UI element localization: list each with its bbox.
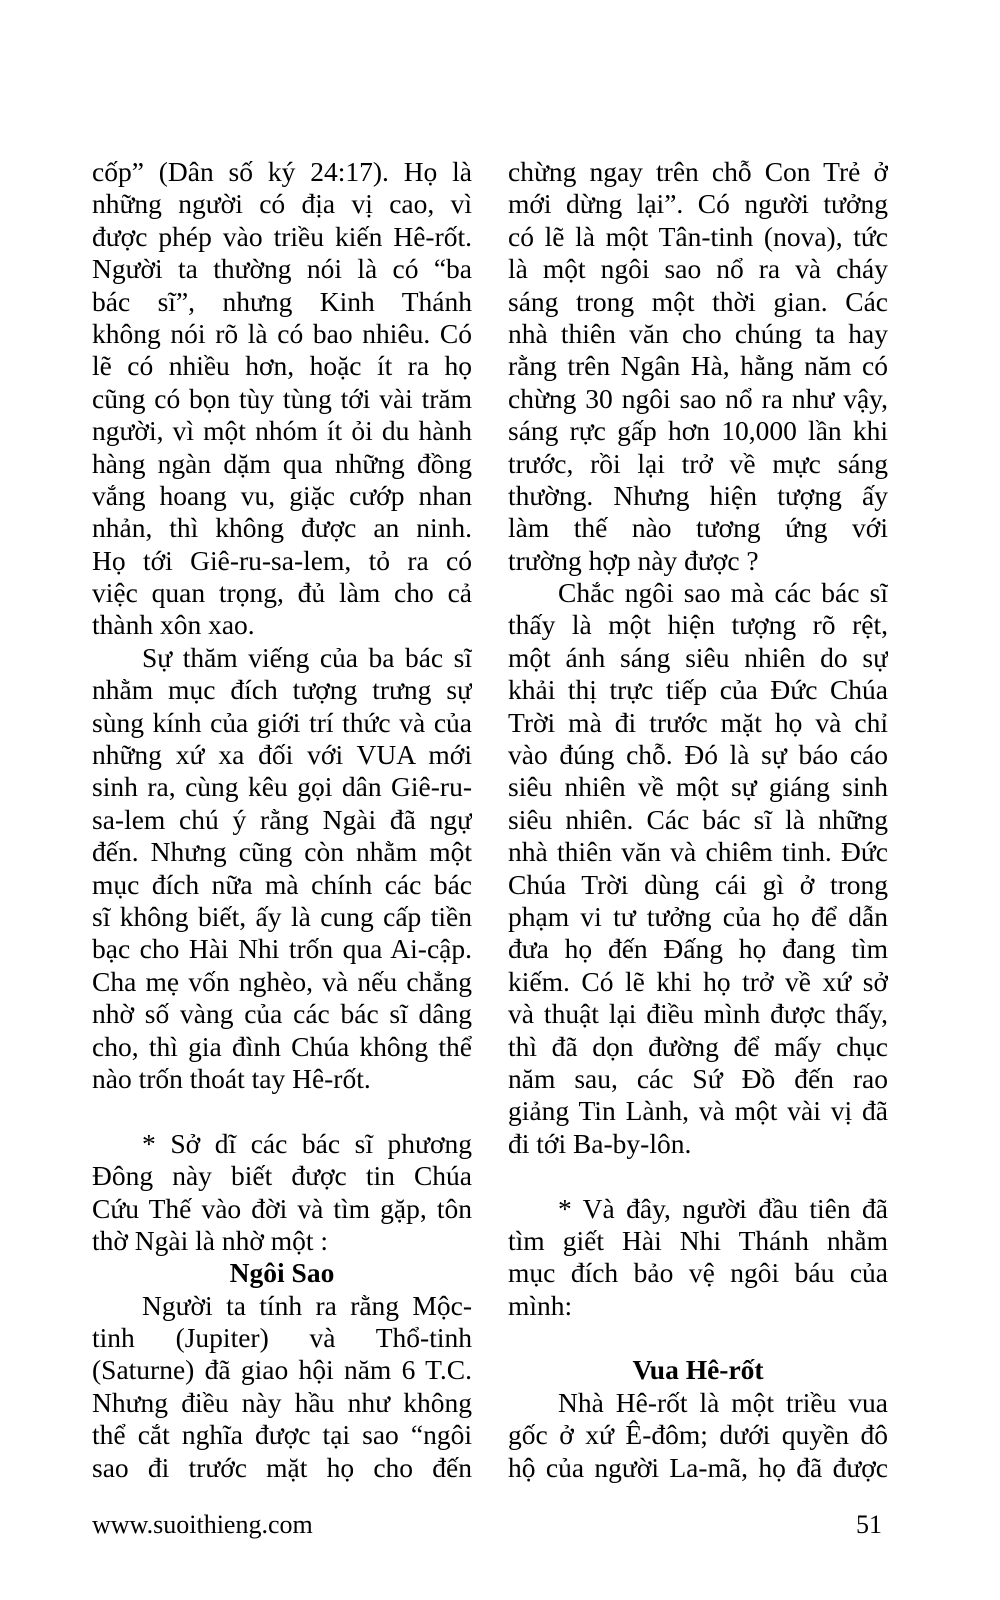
text-line: nhờ số vàng của các bác sĩ dâng: [92, 998, 472, 1030]
text-line: trường hợp này được ?: [508, 544, 759, 576]
paragraph: [508, 1387, 888, 1484]
text-line: thì đã dọn đường để mấy chục: [508, 1030, 888, 1062]
text-line: một ánh sáng siêu nhiên do sự: [508, 641, 888, 673]
text-line: cũng có bọn tùy tùng tới vài trăm: [92, 382, 472, 414]
text-line: chừng 30 ngôi sao nổ ra như vậy,: [508, 382, 888, 414]
text-line: đến. Nhưng cũng còn nhằm một: [92, 836, 472, 868]
text-line: bạc cho Hài Nhi trốn qua Ai-cập.: [92, 933, 472, 965]
section-heading: Vua Hê-rốt: [632, 1354, 764, 1386]
text-line: sáng trong một thời gian. Các: [508, 285, 888, 317]
text-line: nhà thiên văn và chiêm tinh. Đức: [508, 836, 888, 868]
text-line: Sự thăm viếng của ba bác sĩ: [142, 641, 472, 673]
text-line: rằng trên Ngân Hà, hằng năm có: [508, 350, 888, 382]
right-column: [508, 156, 888, 1484]
text-line: tinh (Jupiter) và Thổ-tinh: [92, 1322, 472, 1354]
text-line: được phép vào triều kiến Hê-rốt.: [92, 220, 472, 252]
text-line: * Và đây, người đầu tiên đã: [558, 1192, 888, 1224]
paragraph: [508, 156, 888, 577]
text-line: gốc ở xứ Ê-đôm; dưới quyền đô: [508, 1419, 888, 1451]
text-line: Cứu Thế vào đời và tìm gặp, tôn: [92, 1192, 472, 1224]
text-line: không nói rõ là có bao nhiêu. Có: [92, 317, 472, 349]
text-line: thờ Ngài là nhờ một :: [92, 1224, 329, 1256]
page-footer: [92, 1508, 882, 1542]
website-url: www.suoithieng.com: [92, 1510, 313, 1539]
text-line: * Sở dĩ các bác sĩ phương: [142, 1127, 472, 1159]
text-line: người, vì một nhóm ít ỏi du hành: [92, 415, 472, 447]
paragraph: [508, 1193, 888, 1323]
text-line: sa-lem chú ý rằng Ngài đã ngự: [92, 803, 472, 835]
section-heading: Ngôi Sao: [229, 1257, 335, 1289]
text-line: Nhưng điều này hầu như không: [92, 1386, 472, 1418]
text-line: thành xôn xao.: [92, 609, 255, 641]
text-line: thường. Nhưng hiện tượng ấy: [508, 479, 888, 511]
text-line: năm sau, các Sứ Đồ đến rao: [508, 1062, 888, 1094]
text-line: siêu nhiên. Các bác sĩ là những: [508, 803, 888, 835]
text-line: giảng Tin Lành, và một vài vị đã: [508, 1095, 888, 1127]
text-line: cốp” (Dân số ký 24:17). Họ là: [92, 156, 472, 187]
text-line: làm thế nào tương ứng với: [508, 512, 888, 544]
paragraph: [92, 642, 472, 1095]
text-line: sáng rực gấp hơn 10,000 lần khi: [508, 415, 888, 447]
text-line: hàng ngàn dặm qua những đồng: [92, 447, 472, 479]
text-line: vào đúng chỗ. Đó là sự báo cáo: [508, 739, 888, 771]
text-line: Đông này biết được tin Chúa: [92, 1160, 472, 1192]
paragraph-gap: [508, 1322, 888, 1354]
text-line: tìm giết Hài Nhi Thánh nhằm: [508, 1224, 888, 1256]
left-column: [92, 156, 472, 1484]
text-line: nhằm mục đích tượng trưng sự: [92, 674, 472, 706]
text-line: Cha mẹ vốn nghèo, và nếu chẳng: [92, 965, 472, 997]
text-line: Người ta thường nói là có “ba: [92, 253, 472, 285]
text-line: Nhà Hê-rốt là một triều vua: [558, 1386, 888, 1418]
text-line: nào trốn thoát tay Hê-rốt.: [92, 1062, 371, 1094]
text-line: hộ của người La-mã, họ đã được: [508, 1451, 888, 1483]
text-line: chừng ngay trên chỗ Con Trẻ ở: [508, 156, 888, 187]
paragraph: [92, 1290, 472, 1484]
text-line: sùng kính của giới trí thức và của: [92, 706, 472, 738]
text-line: đưa họ đến Đấng họ đang tìm: [508, 933, 888, 965]
text-line: Trời mà đi trước mặt họ và chỉ: [508, 706, 888, 738]
text-line: những người có địa vị cao, vì: [92, 188, 472, 220]
text-line: thấy là một hiện tượng rõ rệt,: [508, 609, 888, 641]
text-line: trước, rồi lại trở về mực sáng: [508, 447, 888, 479]
text-line: có lẽ là một Tân-tinh (nova), tức: [508, 220, 888, 252]
text-line: Chắc ngôi sao mà các bác sĩ: [558, 577, 888, 609]
text-line: việc quan trọng, đủ làm cho cả: [92, 577, 472, 609]
text-line: đi tới Ba-by-lôn.: [508, 1127, 692, 1159]
text-line: kiếm. Có lẽ khi họ trở về xứ sở: [508, 965, 888, 997]
text-line: bác sĩ”, nhưng Kinh Thánh: [92, 285, 472, 317]
text-line: mới dừng lại”. Có người tưởng: [508, 188, 888, 220]
text-line: Chúa Trời dùng cái gì ở trong: [508, 868, 888, 900]
text-line: nhản, thì không được an ninh.: [92, 512, 472, 544]
paragraph: [92, 156, 472, 642]
text-line: khải thị trực tiếp của Đức Chúa: [508, 674, 888, 706]
text-line: mục đích nữa mà chính các bác: [92, 868, 472, 900]
text-line: Người ta tính ra rằng Mộc-: [142, 1289, 472, 1321]
text-line: (Saturne) đã giao hội năm 6 T.C.: [92, 1354, 472, 1386]
paragraph-gap: [92, 1095, 472, 1127]
text-line: sinh ra, cùng kêu gọi dân Giê-ru-: [92, 771, 472, 803]
text-line: nhà thiên văn cho chúng ta hay: [508, 317, 888, 349]
text-line: và thuật lại điều mình được thấy,: [508, 998, 888, 1030]
text-line: cho, thì gia đình Chúa không thể: [92, 1030, 472, 1062]
text-line: thể cắt nghĩa được tại sao “ngôi: [92, 1419, 472, 1451]
page-number: 51: [856, 1510, 882, 1539]
text-line: mục đích bảo vệ ngôi báu của: [508, 1257, 888, 1289]
text-line: những xứ xa đối với VUA mới: [92, 739, 472, 771]
text-line: là một ngôi sao nổ ra và cháy: [508, 253, 888, 285]
text-line: vắng hoang vu, giặc cướp nhan: [92, 479, 472, 511]
text-line: Họ tới Giê-ru-sa-lem, tỏ ra có: [92, 544, 472, 576]
text-line: lẽ có nhiều hơn, hoặc ít ra họ: [92, 350, 472, 382]
text-line: mình:: [508, 1289, 573, 1321]
text-line: sĩ không biết, ấy là cung cấp tiền: [92, 900, 472, 932]
paragraph: [92, 1128, 472, 1258]
text-line: sao đi trước mặt họ cho đến: [92, 1451, 472, 1483]
text-line: phạm vi tư tưởng của họ để dẫn: [508, 900, 888, 932]
paragraph: [508, 577, 888, 1160]
paragraph-gap: [508, 1160, 888, 1192]
text-line: siêu nhiên về một sự giáng sinh: [508, 771, 888, 803]
